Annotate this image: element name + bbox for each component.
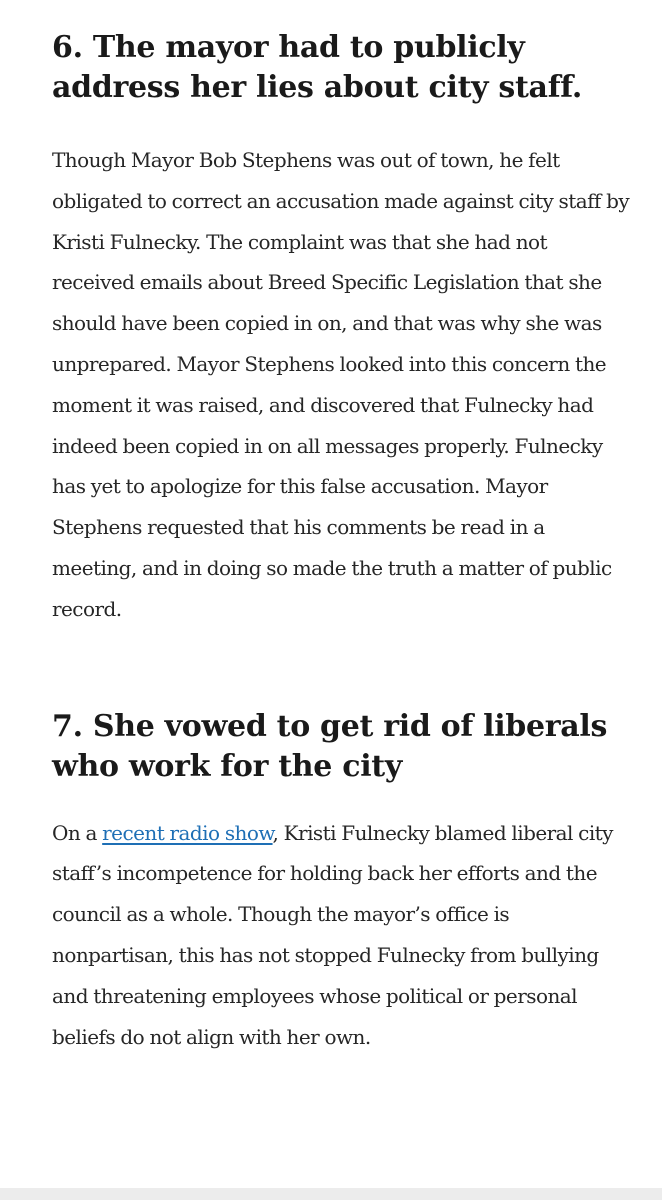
section-7-body [52, 813, 632, 1058]
recent-radio-show-link[interactable]: recent radio show [102, 820, 273, 845]
section-6-heading: 6. The mayor had to publicly address her lies about city staff. [52, 30, 582, 105]
section-6 [52, 28, 632, 630]
section-7-body-prefix: On a [52, 820, 103, 845]
section-7-heading: 7. She vowed to get rid of liberals who work for the city [52, 708, 608, 784]
section-6-body: Though Mayor Bob Stephens was out of town, he felt obligated to correct an accusation made against city staff by Kristi Fulnecky. The complaint was that she had not received emails about Breed Specific Legislation that she should have been copied in on, and that was why she was unprepared. Mayor Stephens looked into this concern the moment it was raised, and discovered that Fulnecky had indeed been copied in on all messages properly. Fulnecky has yet to apologize for this false accusation. Mayor Stephens requested that his comments be read in a meeting, and in doing so made the truth a matter of public record. [52, 148, 630, 621]
article-content [52, 28, 632, 1057]
bottom-edge-bar [0, 1188, 662, 1200]
section-7-body-suffix: , Kristi Fulnecky blamed liberal city staff’s incompetence for holding back her efforts and the council as a whole. Though the mayor’s office is nonpartisan, this has not stopped Fulnecky from bullying and threatening employees whose political or personal beliefs do not align with her own. [52, 820, 613, 1049]
section-7 [52, 707, 632, 1058]
